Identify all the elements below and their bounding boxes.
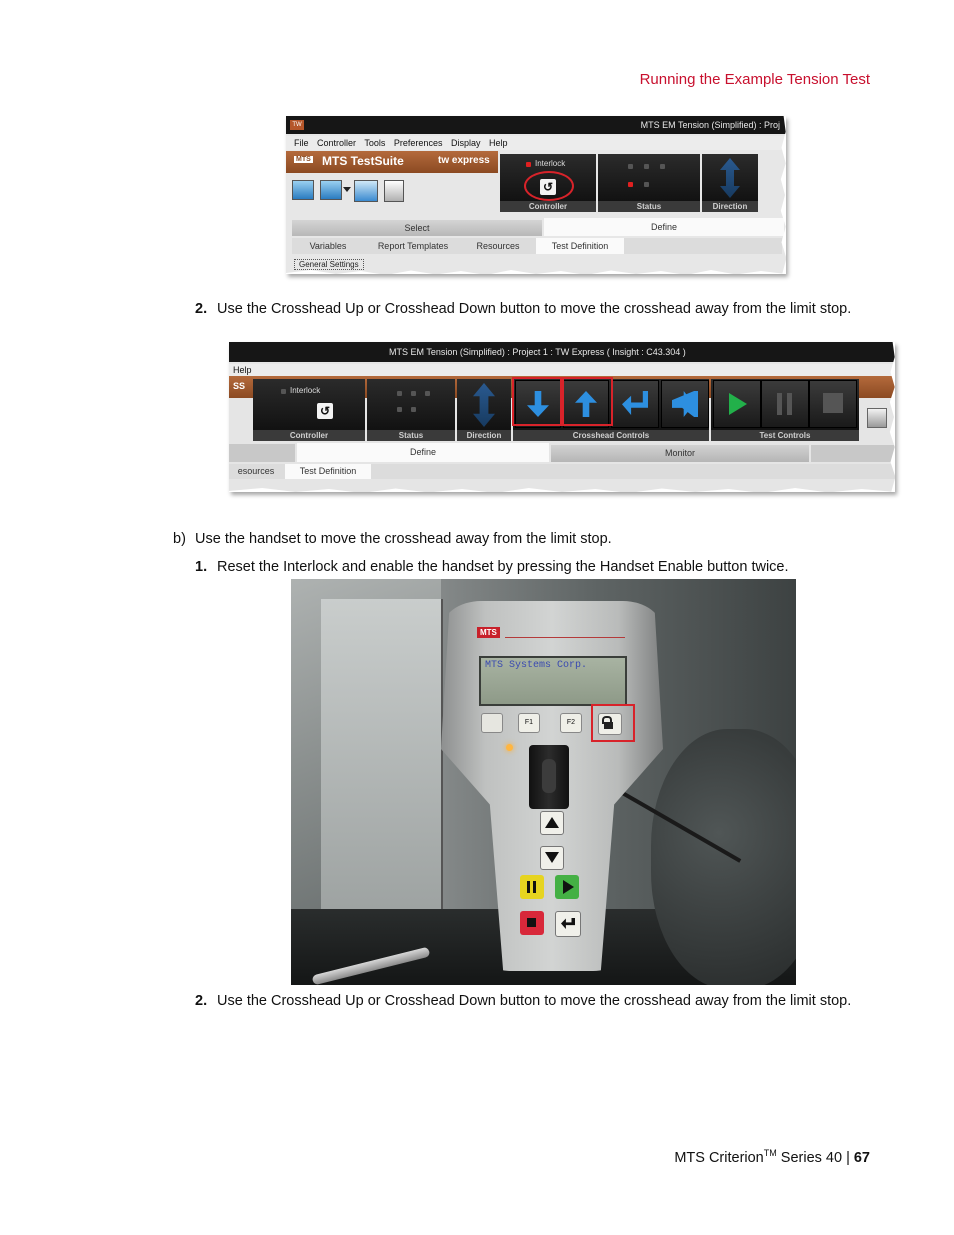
main-tab-define[interactable]: Define xyxy=(297,443,549,462)
direction-panel xyxy=(702,154,758,212)
interlock-led xyxy=(526,162,531,167)
status-led xyxy=(644,182,649,187)
controller-panel-label: Controller xyxy=(500,201,596,212)
main-tab-define[interactable]: Define xyxy=(544,218,784,236)
return-icon xyxy=(622,391,648,415)
main-tab-select[interactable]: Select xyxy=(292,220,542,236)
window-titlebar xyxy=(229,342,895,362)
direction-arrow-icon xyxy=(473,383,495,427)
open-project-icon[interactable] xyxy=(292,180,314,200)
sub-tab-bar xyxy=(292,238,782,254)
status-led xyxy=(411,391,416,396)
controller-panel xyxy=(500,154,596,212)
sub-tab-resources[interactable]: Resources xyxy=(476,241,520,251)
handset-down-key[interactable] xyxy=(540,846,564,870)
brand-fragment: SS xyxy=(233,381,246,391)
controller-panel xyxy=(253,379,365,441)
screenshot-testsuite-controller xyxy=(286,116,786,274)
play-icon xyxy=(563,880,574,894)
status-led-red xyxy=(628,182,633,187)
pause-icon xyxy=(777,393,782,415)
jog-right-icon xyxy=(672,391,698,417)
window-title: MTS EM Tension (Simplified) : Proj xyxy=(640,120,780,130)
menu-controller[interactable]: Controller xyxy=(317,138,357,148)
test-controls-label: Test Controls xyxy=(711,430,859,441)
run-test-button[interactable] xyxy=(713,380,761,428)
step-b xyxy=(173,530,873,549)
status-led xyxy=(397,391,402,396)
status-panel-label: Status xyxy=(598,201,700,212)
brand-line xyxy=(505,637,625,638)
dropdown-arrow-icon[interactable] xyxy=(343,187,351,192)
reset-interlock-button[interactable]: ↺ xyxy=(317,403,333,419)
step-text: Reset the Interlock and enable the handset by pressing the Handset Enable button twice. xyxy=(217,559,789,575)
torn-edge xyxy=(229,486,895,492)
test-controls-panel xyxy=(711,379,859,441)
save-project-icon[interactable] xyxy=(320,180,342,200)
handset-menu-key[interactable] xyxy=(481,713,503,733)
interlock-label: Interlock xyxy=(535,159,566,168)
handset-stop-key[interactable] xyxy=(520,911,544,935)
handset-run-key[interactable] xyxy=(555,875,579,899)
display-text: MTS Systems Corp. xyxy=(485,660,588,671)
direction-panel-label: Direction xyxy=(702,201,758,212)
reset-interlock-button[interactable]: ↺ xyxy=(540,179,556,195)
direction-panel xyxy=(457,379,511,441)
highlight-ellipse xyxy=(524,171,574,201)
handset-f1-key[interactable]: F1 xyxy=(518,713,540,733)
pause-icon xyxy=(527,881,530,893)
enter-icon xyxy=(561,918,575,929)
jog-right-button[interactable] xyxy=(661,380,709,428)
screenshot-crosshead-controls xyxy=(229,342,895,492)
highlight-enable-key xyxy=(591,704,635,742)
sub-tab-test-definition[interactable]: Test Definition xyxy=(285,464,371,479)
page-footer xyxy=(674,1148,870,1166)
step-number: 2. xyxy=(195,301,208,317)
handset-pause-key[interactable] xyxy=(520,875,544,899)
layout-icon[interactable] xyxy=(867,408,887,428)
trademark: TM xyxy=(763,1148,777,1158)
down-triangle-icon xyxy=(545,852,559,863)
toolbar-icons xyxy=(292,178,422,204)
menu-tools[interactable]: Tools xyxy=(364,138,386,148)
status-led xyxy=(425,391,430,396)
footer-product: MTS Criterion xyxy=(674,1149,764,1166)
window-titlebar xyxy=(286,116,786,134)
step-number: 1. xyxy=(195,559,208,575)
step-number: 2. xyxy=(195,993,208,1009)
stop-icon xyxy=(527,918,536,927)
crosshead-controls-label: Crosshead Controls xyxy=(513,430,709,441)
stop-test-button[interactable] xyxy=(809,380,857,428)
product-name: tw express xyxy=(438,155,490,166)
sub-tab-bar xyxy=(229,464,895,479)
handset-brand: MTS xyxy=(477,627,500,638)
controller-panel-label: Controller xyxy=(253,430,365,441)
menu-help[interactable]: Help xyxy=(233,365,252,375)
jog-wheel-grip xyxy=(542,759,556,793)
status-led xyxy=(628,164,633,169)
play-icon xyxy=(729,393,747,415)
menu-bar xyxy=(229,364,895,376)
sub-tab-variables[interactable]: Variables xyxy=(309,241,347,251)
handset-display xyxy=(479,656,627,706)
status-panel xyxy=(367,379,455,441)
handset-photo xyxy=(291,579,796,985)
step-b1 xyxy=(195,558,875,577)
grey-box-shape xyxy=(321,599,443,909)
highlight-crosshead-down xyxy=(512,377,562,426)
brand-band xyxy=(286,151,498,173)
step-text: Use the handset to move the crosshead away from the limit stop. xyxy=(195,531,612,547)
step-text: Use the Crosshead Up or Crosshead Down button to move the crosshead away from the limit stop. xyxy=(217,993,852,1009)
menu-display[interactable]: Display xyxy=(450,138,481,148)
status-led xyxy=(644,164,649,169)
step-b2 xyxy=(195,992,875,1011)
general-settings-tab[interactable]: General Settings xyxy=(294,259,364,270)
app-badge: TW xyxy=(290,120,304,130)
up-triangle-icon xyxy=(545,817,559,828)
footer-series: Series 40 | xyxy=(776,1149,854,1166)
handset-enter-key[interactable] xyxy=(555,911,581,937)
sub-tab-resources[interactable]: esources xyxy=(237,466,275,476)
return-button[interactable] xyxy=(611,380,659,428)
left-tab-stub xyxy=(229,444,295,462)
stop-icon xyxy=(823,393,843,413)
handset-up-key[interactable] xyxy=(540,811,564,835)
step-marker: b) xyxy=(173,531,186,547)
menu-preferences[interactable]: Preferences xyxy=(393,138,443,148)
highlight-crosshead-up xyxy=(562,377,613,426)
status-led xyxy=(660,164,665,169)
clipboard-icon[interactable] xyxy=(384,180,404,202)
testsuite-logo: MTS TestSuite xyxy=(322,154,404,168)
sub-tab-report-templates[interactable]: Report Templates xyxy=(377,241,449,251)
main-tab-monitor[interactable]: Monitor xyxy=(551,445,809,462)
status-panel-label: Status xyxy=(367,430,455,441)
handset-f2-key[interactable]: F2 xyxy=(560,713,582,733)
pause-test-button[interactable] xyxy=(761,380,809,428)
sub-tab-test-definition[interactable]: Test Definition xyxy=(536,238,624,254)
direction-panel-label: Direction xyxy=(457,430,511,441)
step-a2 xyxy=(195,300,875,319)
right-tab-stub xyxy=(811,445,895,462)
step-text: Use the Crosshead Up or Crosshead Down button to move the crosshead away from the limit stop. xyxy=(217,301,852,317)
right-disc-shape xyxy=(651,729,796,985)
direction-arrow-icon xyxy=(720,158,740,198)
window-title: MTS EM Tension (Simplified) : Project 1 : TW Express ( Insight : C43.304 ) xyxy=(389,347,686,357)
export-icon[interactable] xyxy=(354,180,378,202)
interlock-label: Interlock xyxy=(290,386,321,395)
menu-bar xyxy=(286,136,786,150)
indicator-led xyxy=(506,744,513,751)
status-led xyxy=(397,407,402,412)
jog-wheel[interactable] xyxy=(529,745,569,809)
interlock-led xyxy=(281,389,286,394)
status-panel xyxy=(598,154,700,212)
mts-logo-badge: MTS xyxy=(296,156,311,163)
section-header: Running the Example Tension Test xyxy=(639,71,870,88)
page-number: 67 xyxy=(853,1149,870,1166)
menu-help[interactable]: Help xyxy=(489,138,508,148)
status-led xyxy=(411,407,416,412)
menu-file[interactable]: File xyxy=(294,138,309,148)
